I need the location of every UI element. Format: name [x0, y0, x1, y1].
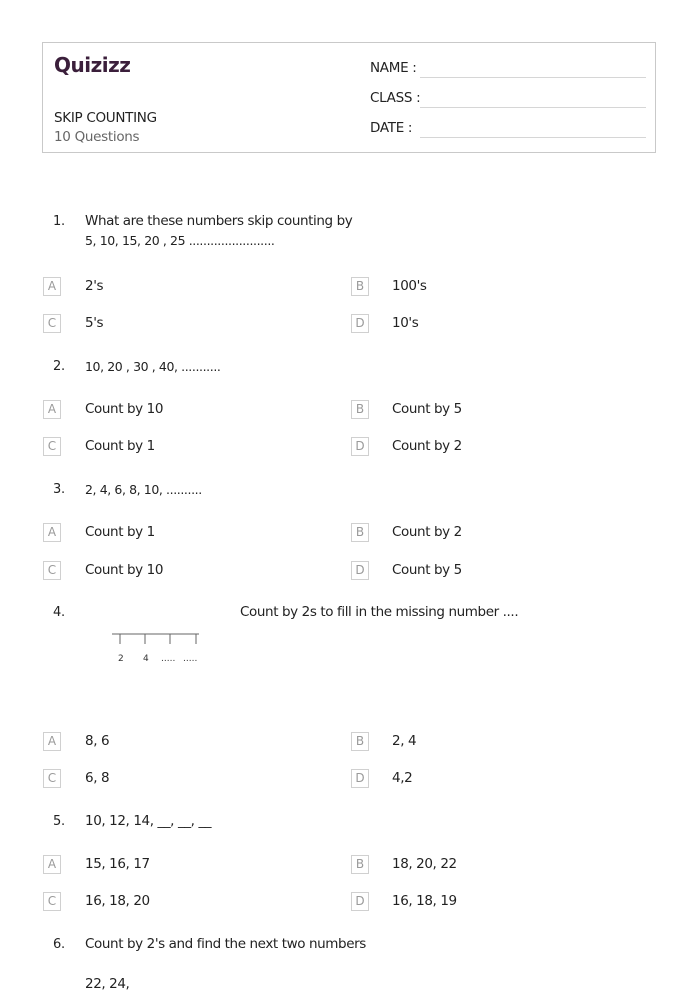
option-a[interactable]: 2's [85, 278, 104, 294]
option-letter-b: B [351, 732, 369, 751]
class-field[interactable]: CLASS : [370, 90, 420, 106]
number-line-label: ..... [161, 654, 176, 664]
option-letter-a: A [43, 855, 61, 874]
option-letter-c: C [43, 769, 61, 788]
number-line-label: ..... [183, 654, 198, 664]
option-b[interactable]: Count by 2 [392, 524, 462, 540]
number-line-label: 2 [118, 654, 124, 664]
number-line-image [110, 630, 205, 666]
question-number: 5. [53, 814, 65, 829]
question-text: 2, 4, 6, 8, 10, .......... [85, 482, 202, 497]
option-letter-a: A [43, 277, 61, 296]
question-subtext: 22, 24, [85, 976, 130, 992]
question-number: 4. [53, 605, 65, 620]
option-b[interactable]: 18, 20, 22 [392, 856, 457, 872]
option-d[interactable]: 16, 18, 19 [392, 893, 457, 909]
option-letter-b: B [351, 523, 369, 542]
option-c[interactable]: 6, 8 [85, 770, 110, 786]
question-number: 1. [53, 214, 65, 229]
question-number: 2. [53, 359, 65, 374]
question-text: What are these numbers skip counting by 5, 10, 15, 20 , 25 ........................ [85, 213, 353, 248]
option-c[interactable]: 5's [85, 315, 104, 331]
worksheet-title: SKIP COUNTING [54, 110, 157, 126]
option-letter-a: A [43, 523, 61, 542]
option-letter-b: B [351, 277, 369, 296]
name-field[interactable]: NAME : [370, 60, 417, 76]
option-a[interactable]: 8, 6 [85, 733, 110, 749]
option-letter-c: C [43, 437, 61, 456]
question-number: 6. [53, 937, 65, 952]
date-field[interactable]: DATE : [370, 120, 412, 136]
question-text: Count by 2s to fill in the missing number .... [240, 604, 519, 620]
option-a[interactable]: 15, 16, 17 [85, 856, 150, 872]
option-a[interactable]: Count by 1 [85, 524, 155, 540]
option-b[interactable]: Count by 5 [392, 401, 462, 417]
option-d[interactable]: Count by 2 [392, 438, 462, 454]
option-letter-d: D [351, 437, 369, 456]
option-letter-b: B [351, 400, 369, 419]
worksheet-header [42, 42, 656, 153]
question-count: 10 Questions [54, 129, 140, 145]
question-text: 10, 12, 14, __, __, __ [85, 813, 212, 829]
option-letter-b: B [351, 855, 369, 874]
option-c[interactable]: Count by 1 [85, 438, 155, 454]
option-b[interactable]: 100's [392, 278, 427, 294]
option-d[interactable]: 4,2 [392, 770, 413, 786]
option-letter-d: D [351, 769, 369, 788]
option-c[interactable]: Count by 10 [85, 562, 164, 578]
question-text: Count by 2's and find the next two numbers [85, 936, 366, 952]
question-number: 3. [53, 482, 65, 497]
option-letter-c: C [43, 892, 61, 911]
quizizz-logo: Quizizz [54, 53, 131, 77]
question-text: 10, 20 , 30 , 40, ........... [85, 359, 221, 374]
option-letter-c: C [43, 314, 61, 333]
option-letter-d: D [351, 561, 369, 580]
option-d[interactable]: 10's [392, 315, 419, 331]
option-letter-d: D [351, 892, 369, 911]
option-letter-a: A [43, 732, 61, 751]
option-letter-d: D [351, 314, 369, 333]
option-letter-a: A [43, 400, 61, 419]
option-a[interactable]: Count by 10 [85, 401, 164, 417]
number-line-label: 4 [143, 654, 149, 664]
option-d[interactable]: Count by 5 [392, 562, 462, 578]
option-b[interactable]: 2, 4 [392, 733, 417, 749]
option-letter-c: C [43, 561, 61, 580]
option-c[interactable]: 16, 18, 20 [85, 893, 150, 909]
